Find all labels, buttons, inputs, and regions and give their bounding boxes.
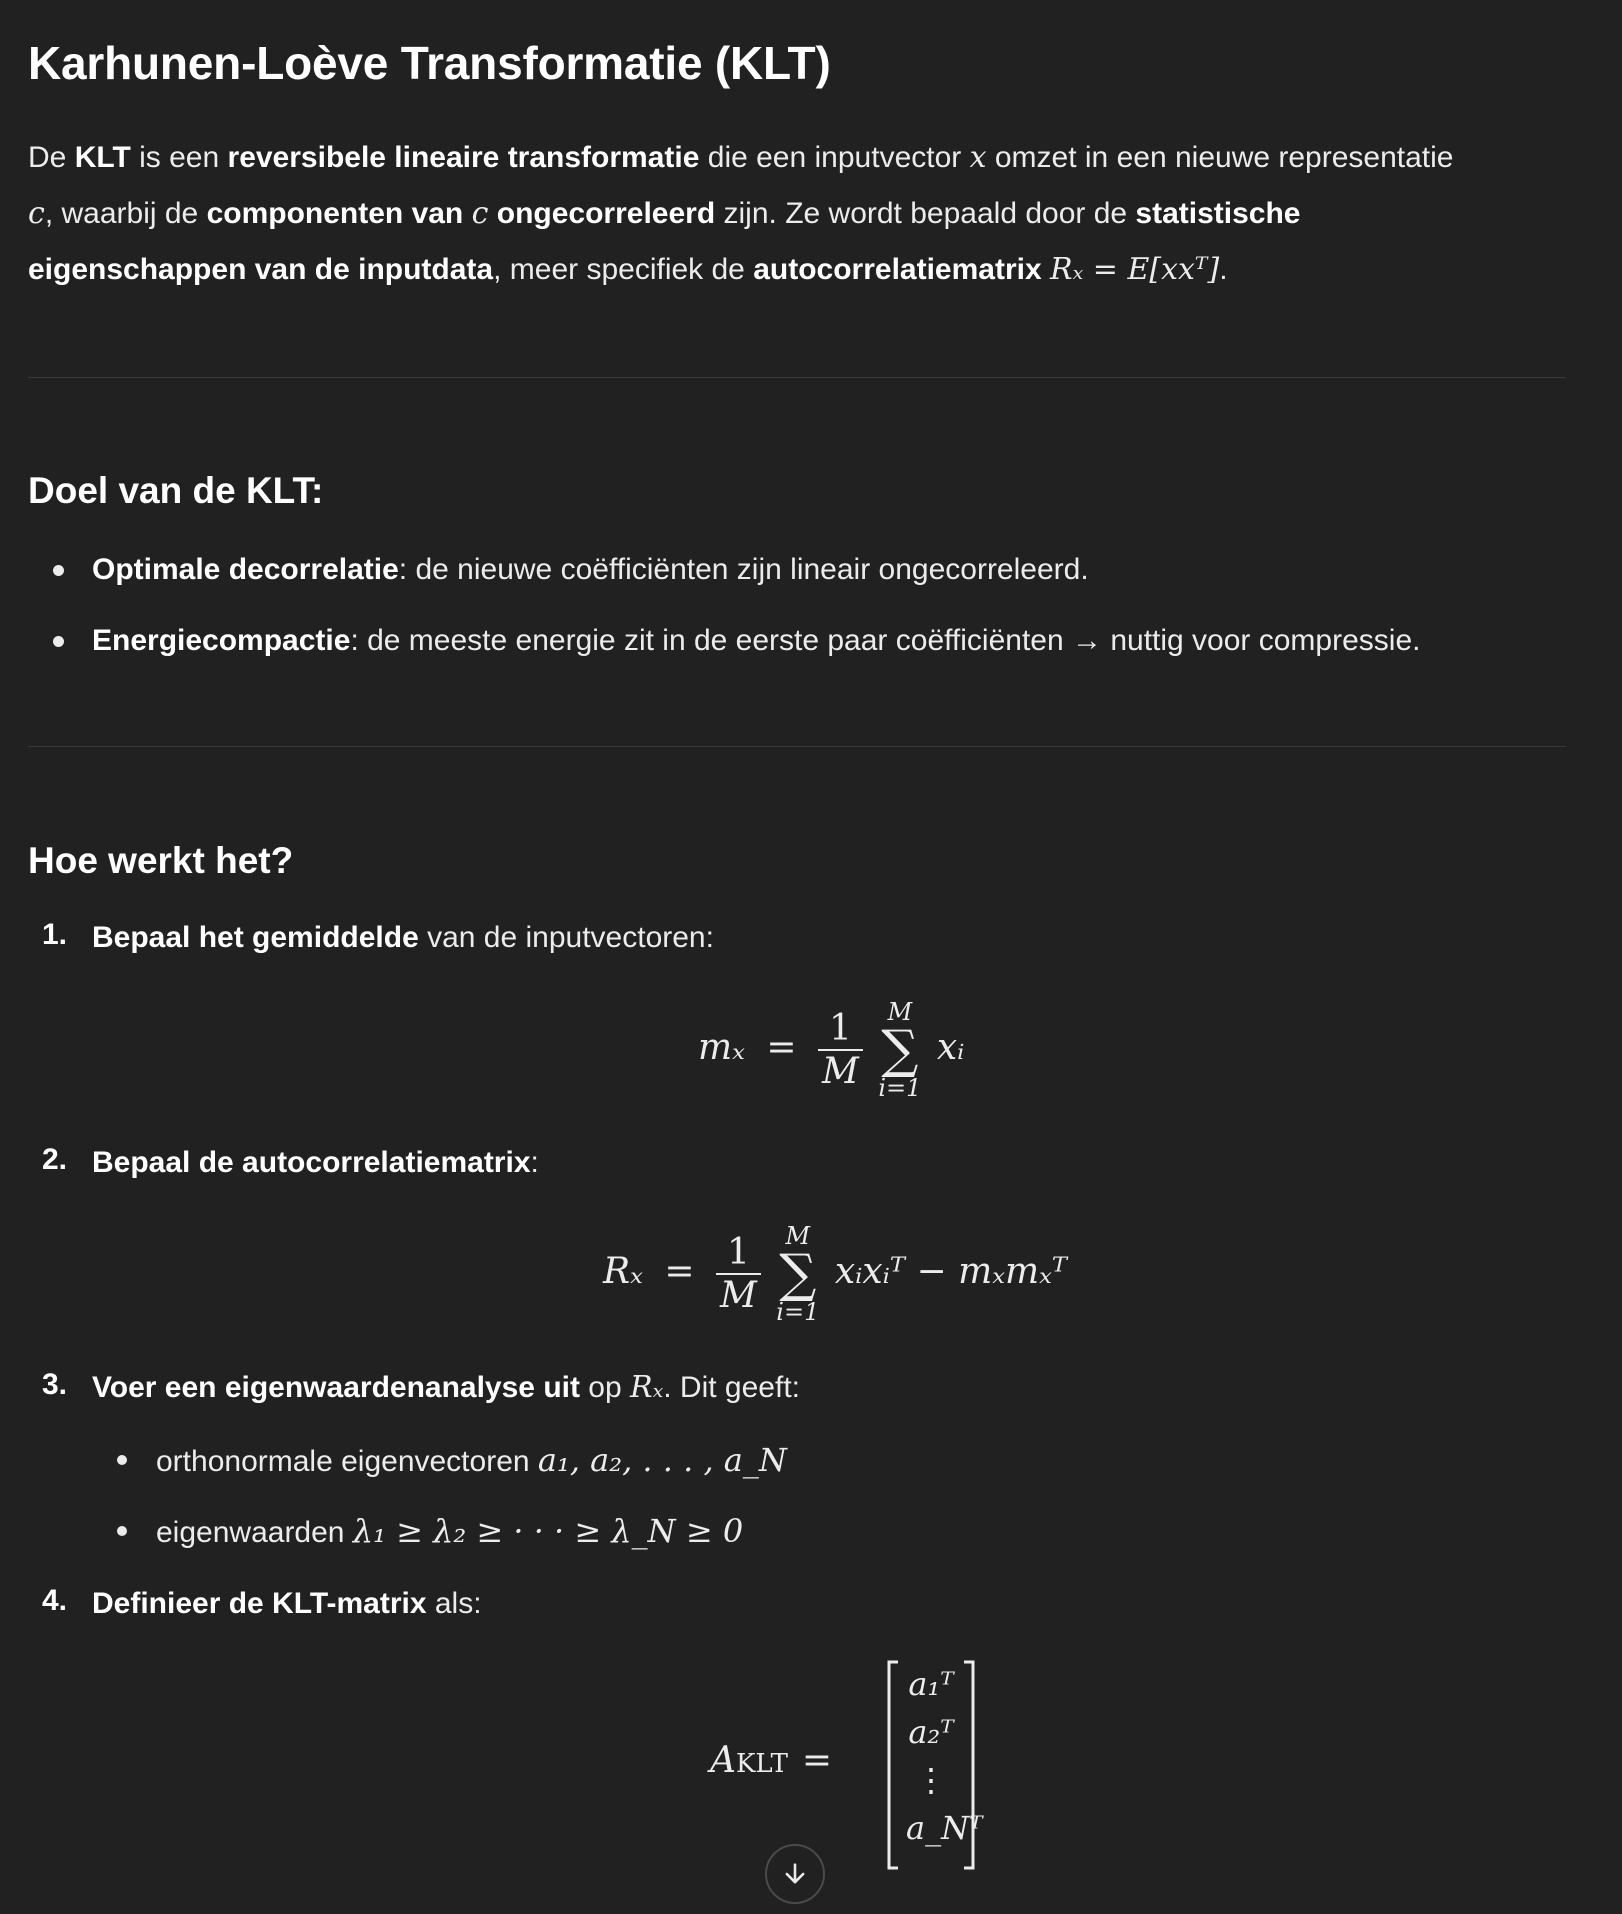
math-autocorr: Rₓ = E[xxᵀ] bbox=[1050, 252, 1220, 287]
step-number: 3. bbox=[42, 1368, 68, 1401]
step-3-text: Voer een eigenwaardenanalyse uit op Rₓ. Dit geeft: bbox=[92, 1370, 800, 1405]
math-c-bold: c bbox=[471, 196, 489, 231]
fraction: $\frac{1}{M}$ bbox=[818, 1008, 863, 1092]
formula-mean: mₓ = $\frac{1}{M}$ M ∑ i=1 xᵢ bbox=[698, 998, 965, 1102]
formula-autocorrelation: Rₓ = $\frac{1}{M}$ M ∑ i=1 xᵢxᵢᵀ − mₓmₓᵀ bbox=[603, 1222, 1068, 1326]
bullet-dot bbox=[117, 1455, 127, 1465]
heading-goal: Doel van de KLT: bbox=[28, 470, 324, 511]
bullet-dot bbox=[117, 1526, 127, 1536]
left-bracket bbox=[886, 1660, 900, 1870]
bullet-dot bbox=[53, 565, 64, 576]
list-item: Energiecompactie: de meeste energie zit in de eerste paar coëfficiënten → nuttig voor compressie. bbox=[92, 624, 1421, 657]
step-1-text: Bepaal het gemiddelde van de inputvectoren: bbox=[92, 921, 714, 954]
math-c: c bbox=[28, 196, 45, 231]
divider bbox=[28, 746, 1566, 747]
bullet-dot bbox=[53, 636, 64, 647]
divider bbox=[28, 377, 1566, 378]
step-2-text: Bepaal de autocorrelatiematrix: bbox=[92, 1146, 539, 1179]
list-item: Optimale decorrelatie: de nieuwe coëfficiënten zijn lineair ongecorreleerd. bbox=[92, 553, 1089, 586]
step-number: 1. bbox=[42, 918, 68, 951]
list-item: eigenwaarden λ₁ ≥ λ₂ ≥ · · · ≥ λ_N ≥ 0 bbox=[156, 1512, 744, 1550]
fraction: $\frac{1}{M}$ bbox=[716, 1232, 761, 1316]
summation: M ∑ i=1 bbox=[776, 1222, 820, 1326]
right-bracket bbox=[962, 1660, 976, 1870]
heading-how: Hoe werkt het? bbox=[28, 840, 294, 881]
arrow-down-icon bbox=[781, 1860, 809, 1888]
step-number: 2. bbox=[42, 1143, 68, 1176]
step-number: 4. bbox=[42, 1584, 68, 1617]
summation: M ∑ i=1 bbox=[878, 998, 922, 1102]
list-item: orthonormale eigenvectoren a₁, a₂, . . . , a_N bbox=[156, 1441, 787, 1479]
step-4-text: Definieer de KLT-matrix als: bbox=[92, 1587, 482, 1620]
intro-paragraph: De KLT is een reversibele lineaire transformatie die een inputvector x omzet in een nieuwe representatie c, waarbij de componenten van c ongecorreleerd zijn. Ze wordt bepaald door de statistische eigenschappen van de inputdata, meer specifiek de autocorrelatiematrix Rₓ = E[xxᵀ]. bbox=[28, 140, 1454, 287]
matrix-column: a₁ᵀ a₂ᵀ ⋮ a_Nᵀ bbox=[906, 1665, 983, 1847]
page-title: Karhunen-Loève Transformatie (KLT) bbox=[28, 37, 831, 89]
math-x: x bbox=[969, 140, 987, 175]
scroll-to-bottom-button[interactable] bbox=[765, 1844, 825, 1904]
